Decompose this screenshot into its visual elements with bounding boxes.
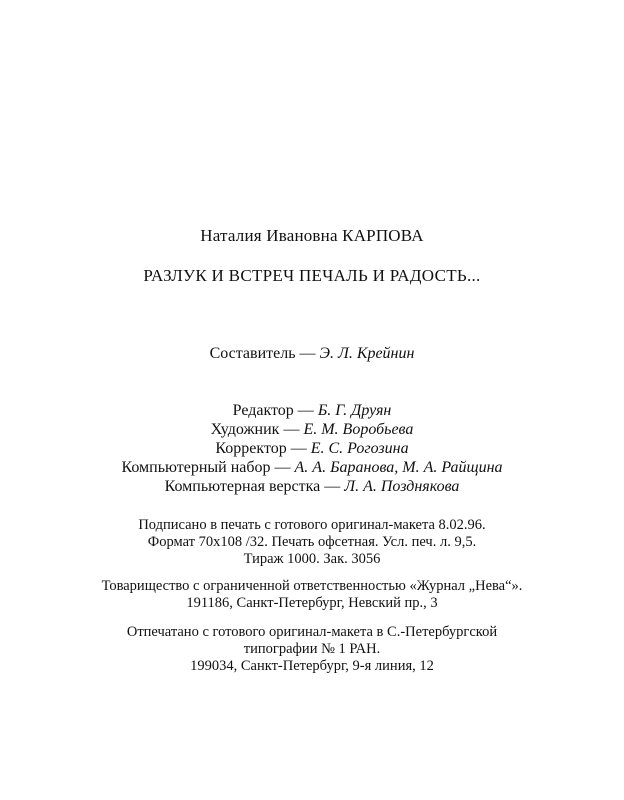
printer-block (0, 624, 624, 675)
compiler-name: Э. Л. Крейнин (319, 345, 415, 362)
credit-role: Корректор — (215, 440, 307, 457)
imprint-line: Тираж 1000. Зак. 3056 (243, 551, 381, 567)
imprint-block (0, 517, 624, 568)
credit-role: Художник — (210, 421, 300, 438)
credit-role: Редактор — (232, 402, 314, 419)
compiler-role: Составитель — (209, 345, 316, 362)
credit-name: Е. С. Рогозина (310, 440, 409, 457)
credit-name: Л. А. Позднякова (344, 478, 460, 495)
credit-proofreader (0, 439, 624, 458)
printer-line: 199034, Санкт-Петербург, 9-я линия, 12 (190, 658, 434, 674)
author-name: Наталия Ивановна КАРПОВА (200, 226, 424, 245)
credit-name: Б. Г. Друян (317, 402, 392, 419)
credit-role: Компьютерная верстка — (164, 478, 341, 495)
credits-block (0, 401, 624, 496)
credit-name: Е. М. Воробьева (303, 421, 414, 438)
credit-typesetting (0, 458, 624, 477)
compiler-credit (0, 345, 624, 363)
credit-editor (0, 401, 624, 420)
imprint-line: Формат 70x108 /32. Печать офсетная. Усл. печ. л. 9,5. (147, 534, 477, 550)
publisher-block (0, 578, 624, 612)
book-title: РАЗЛУК И ВСТРЕЧ ПЕЧАЛЬ И РАДОСТЬ... (143, 266, 481, 285)
credit-layout (0, 477, 624, 496)
imprint-line: Подписано в печать с готового оригинал-макета 8.02.96. (138, 517, 486, 533)
credit-name: А. А. Баранова, М. А. Райщина (294, 459, 503, 476)
credit-role: Компьютерный набор — (121, 459, 291, 476)
publisher-line: Товарищество с ограниченной ответственностью «Журнал „Нева“». (101, 578, 523, 594)
credit-artist (0, 420, 624, 439)
printer-line: Отпечатано с готового оригинал-макета в С.-Петербургской (126, 624, 498, 640)
printer-line: типографии № 1 РАН. (243, 641, 381, 657)
publisher-line: 191186, Санкт-Петербург, Невский пр., 3 (186, 595, 438, 611)
